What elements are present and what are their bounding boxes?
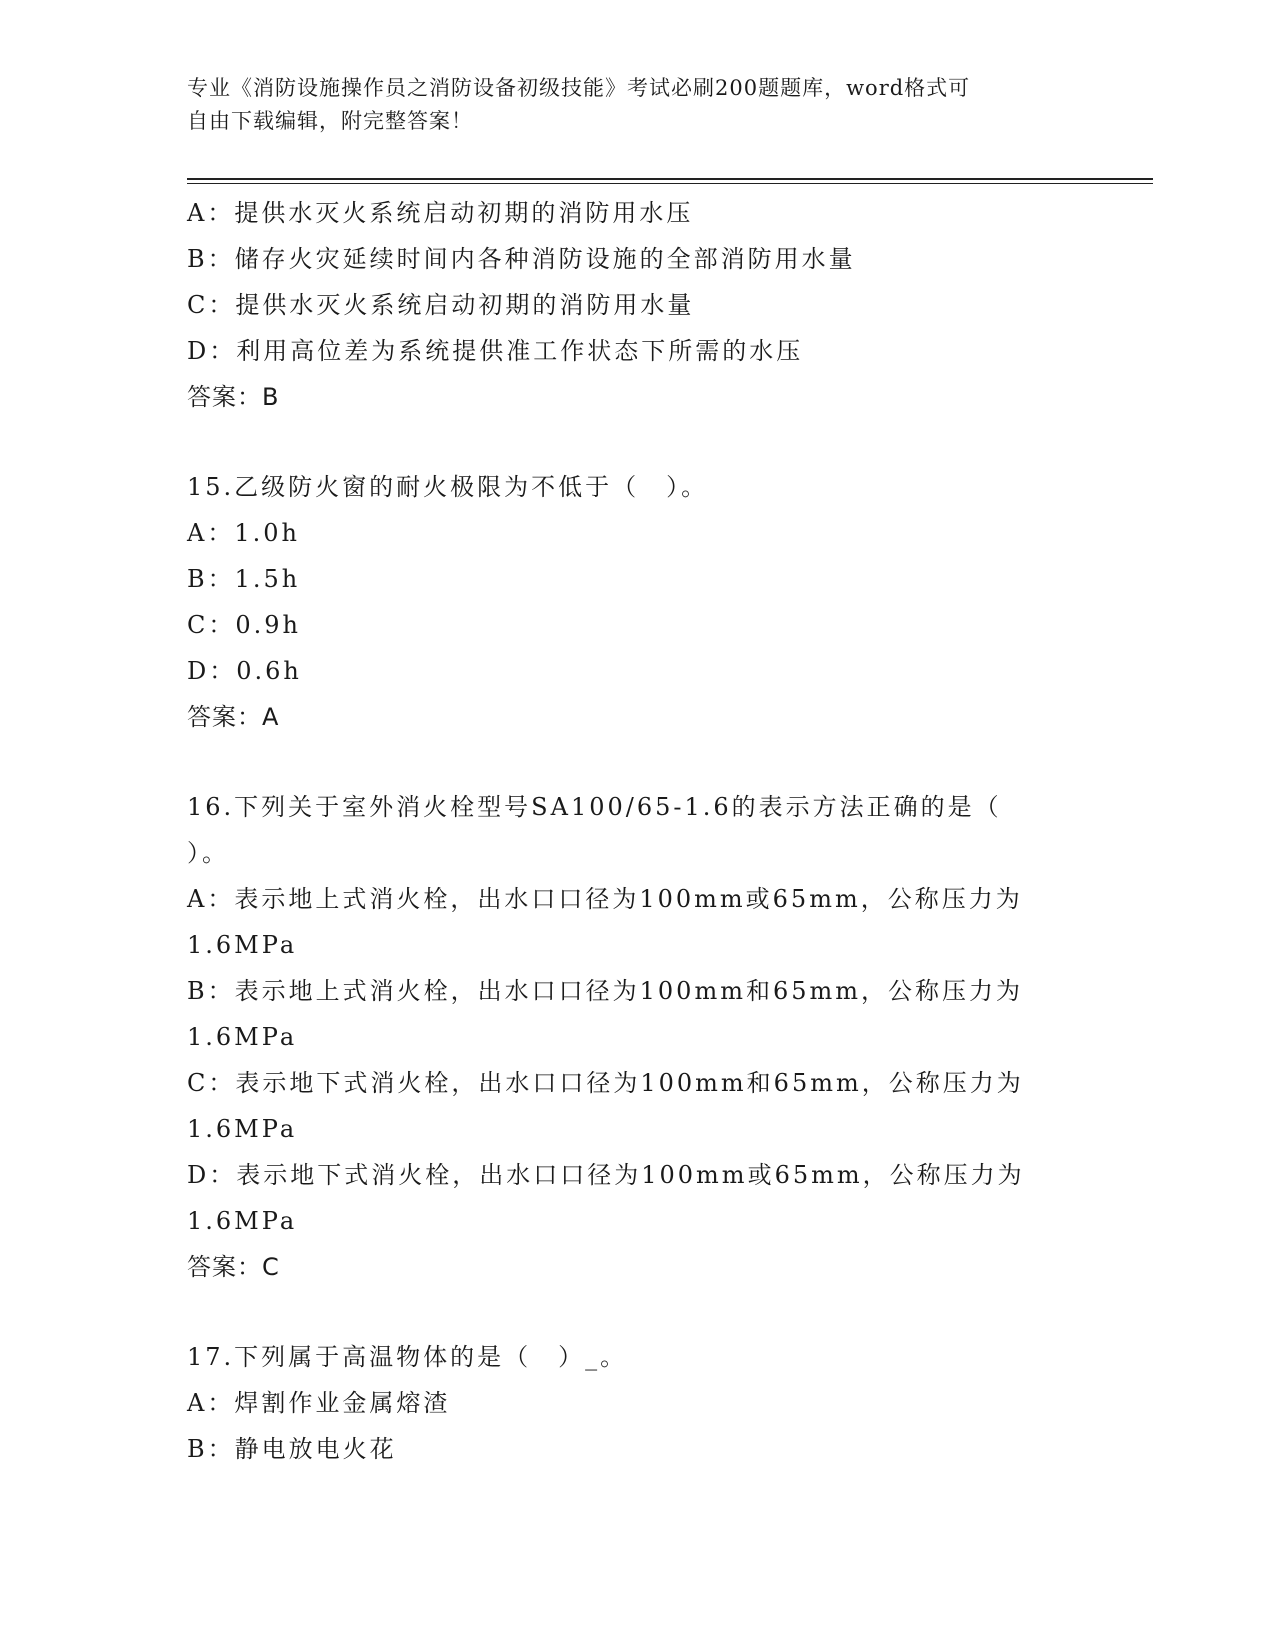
option-d-continued: 1.6MPa — [187, 1207, 298, 1235]
option-c: C：提供水灭火系统启动初期的消防用水量 — [187, 291, 695, 319]
option-b: B：静电放电火花 — [187, 1435, 397, 1463]
question-list — [187, 190, 1147, 1472]
option-d: D：表示地下式消火栓，出水口口径为100mm或65mm，公称压力为 — [187, 1161, 1025, 1189]
question-16 — [187, 784, 1147, 1290]
answer-line: 答案：A — [187, 703, 280, 731]
option-d: D：0.6h — [187, 657, 302, 685]
spacer — [187, 420, 1147, 464]
spacer — [187, 740, 1147, 784]
header-line-2: 自由下载编辑，附完整答案！ — [187, 109, 473, 133]
header-divider-thin — [187, 183, 1153, 184]
option-b: B：表示地上式消火栓，出水口口径为100mm和65mm，公称压力为 — [187, 977, 1024, 1005]
question-stem-line-2: ）。 — [187, 839, 229, 867]
question-17 — [187, 1334, 1147, 1472]
question-stem: 17.下列属于高温物体的是（ ）_。 — [187, 1343, 628, 1371]
question-15 — [187, 464, 1147, 740]
option-a: A：表示地上式消火栓，出水口口径为100mm或65mm，公称压力为 — [187, 885, 1023, 913]
spacer — [187, 1290, 1147, 1334]
option-c: C：表示地下式消火栓，出水口口径为100mm和65mm，公称压力为 — [187, 1069, 1024, 1097]
option-c: C：0.9h — [187, 611, 301, 639]
option-a: A：提供水灭火系统启动初期的消防用水压 — [187, 199, 694, 227]
option-a: A：1.0h — [187, 519, 300, 547]
option-d: D：利用高位差为系统提供准工作状态下所需的水压 — [187, 337, 804, 365]
option-b: B：储存火灾延续时间内各种消防设施的全部消防用水量 — [187, 245, 856, 273]
option-b: B：1.5h — [187, 565, 301, 593]
option-a-continued: 1.6MPa — [187, 931, 298, 959]
header-divider-thick — [187, 178, 1153, 180]
option-b-continued: 1.6MPa — [187, 1023, 298, 1051]
answer-line: 答案：C — [187, 1253, 280, 1281]
question-14-options — [187, 190, 1147, 420]
answer-line: 答案：B — [187, 383, 280, 411]
option-a: A：焊割作业金属熔渣 — [187, 1389, 451, 1417]
header-line-1: 专业《消防设施操作员之消防设备初级技能》考试必刷200题题库，word格式可 — [187, 76, 971, 100]
option-c-continued: 1.6MPa — [187, 1115, 298, 1143]
document-header — [187, 72, 1087, 138]
question-stem-line-1: 16.下列关于室外消火栓型号SA100/65-1.6的表示方法正确的是（ — [187, 793, 1002, 821]
question-stem: 15.乙级防火窗的耐火极限为不低于（ ）。 — [187, 473, 709, 501]
